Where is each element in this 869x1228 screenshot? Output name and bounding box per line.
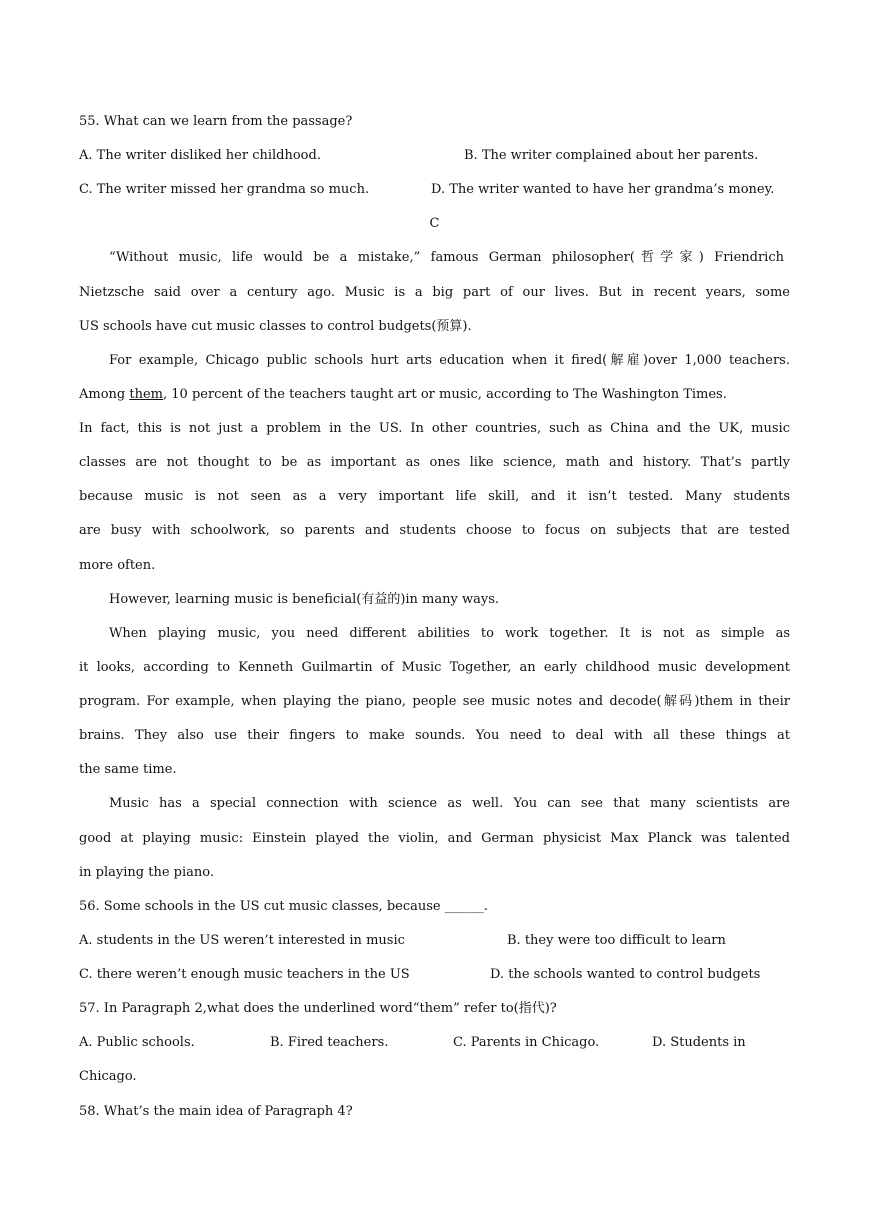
- passage-paragraph-4-line-2: it looks, according to Kenneth Guilmartin of Music Together, an early childhood music development: [79, 660, 790, 675]
- passage-paragraph-5-line-3: in playing the piano.: [79, 865, 214, 880]
- question-56-option-c: C. there weren’t enough music teachers in the US: [79, 967, 410, 982]
- text-segment: , 10 percent of the teachers taught art or music, according to The Washington Times.: [163, 387, 727, 402]
- question-58-stem: 58. What’s the main idea of Paragraph 4?: [79, 1104, 353, 1119]
- question-56-stem: 56. Some schools in the US cut music classes, because ______.: [79, 899, 488, 914]
- passage-paragraph-2-line-5: because music is not seen as a very important life skill, and it isn’t tested. Many students: [79, 489, 790, 504]
- passage-paragraph-2-line-2: [79, 386, 790, 404]
- question-55-stem: 55. What can we learn from the passage?: [79, 114, 353, 129]
- question-56-option-b: B. they were too difficult to learn: [507, 933, 726, 948]
- question-55-option-b: B. The writer complained about her parents.: [464, 148, 759, 163]
- passage-paragraph-5-line-2: good at playing music: Einstein played the violin, and German physicist Max Planck was talented: [79, 831, 790, 846]
- passage-paragraph-1-line-3: US schools have cut music classes to control budgets(预算).: [79, 319, 472, 334]
- passage-paragraph-5-line-1: Music has a special connection with science as well. You can see that many scientists are: [109, 796, 790, 811]
- question-57-option-d-continued: Chicago.: [79, 1069, 137, 1084]
- passage-paragraph-4-line-4: brains. They also use their fingers to make sounds. You need to deal with all these things at: [79, 728, 790, 743]
- question-55-option-a: A. The writer disliked her childhood.: [79, 148, 321, 163]
- question-57-option-d: D. Students in: [652, 1035, 746, 1050]
- passage-paragraph-2-line-6: are busy with schoolwork, so parents and students choose to focus on subjects that are tested: [79, 523, 790, 538]
- passage-paragraph-1-line-2: Nietzsche said over a century ago. Music is a big part of our lives. But in recent years, some: [79, 285, 790, 300]
- passage-paragraph-3-line-1: However, learning music is beneficial(有益的)in many ways.: [109, 592, 500, 607]
- question-57-stem: 57. In Paragraph 2,what does the underlined word“them” refer to(指代)?: [79, 1001, 557, 1016]
- passage-paragraph-2-line-4: classes are not thought to be as important as ones like science, math and history. That’s partly: [79, 455, 790, 470]
- passage-paragraph-4-line-1: When playing music, you need different abilities to work together. It is not as simple as: [109, 626, 790, 641]
- passage-paragraph-1-line-1: “Without music, life would be a mistake,” famous German philosopher(哲学家) Friendrich: [109, 250, 784, 265]
- question-56-option-d: D. the schools wanted to control budgets: [490, 967, 761, 982]
- question-56-option-a: A. students in the US weren’t interested in music: [79, 933, 405, 948]
- passage-paragraph-2-line-1: For example, Chicago public schools hurt arts education when it fired(解雇)over 1,000 teachers.: [109, 353, 790, 368]
- passage-paragraph-2-line-3: In fact, this is not just a problem in the US. In other countries, such as China and the UK, music: [79, 421, 790, 436]
- question-57-option-c: C. Parents in Chicago.: [453, 1035, 600, 1050]
- question-55-option-d: D. The writer wanted to have her grandma’s money.: [431, 182, 775, 197]
- passage-paragraph-4-line-5: the same time.: [79, 762, 177, 777]
- section-letter: C: [429, 216, 440, 231]
- question-57-option-b: B. Fired teachers.: [270, 1035, 389, 1050]
- underlined-word-them: them: [129, 387, 163, 402]
- text-segment: Among: [79, 387, 130, 402]
- passage-paragraph-4-line-3: program. For example, when playing the piano, people see music notes and decode(解码)them in their: [79, 694, 790, 709]
- question-57-option-a: A. Public schools.: [79, 1035, 195, 1050]
- question-55-option-c: C. The writer missed her grandma so much.: [79, 182, 370, 197]
- passage-paragraph-2-line-7: more often.: [79, 558, 156, 573]
